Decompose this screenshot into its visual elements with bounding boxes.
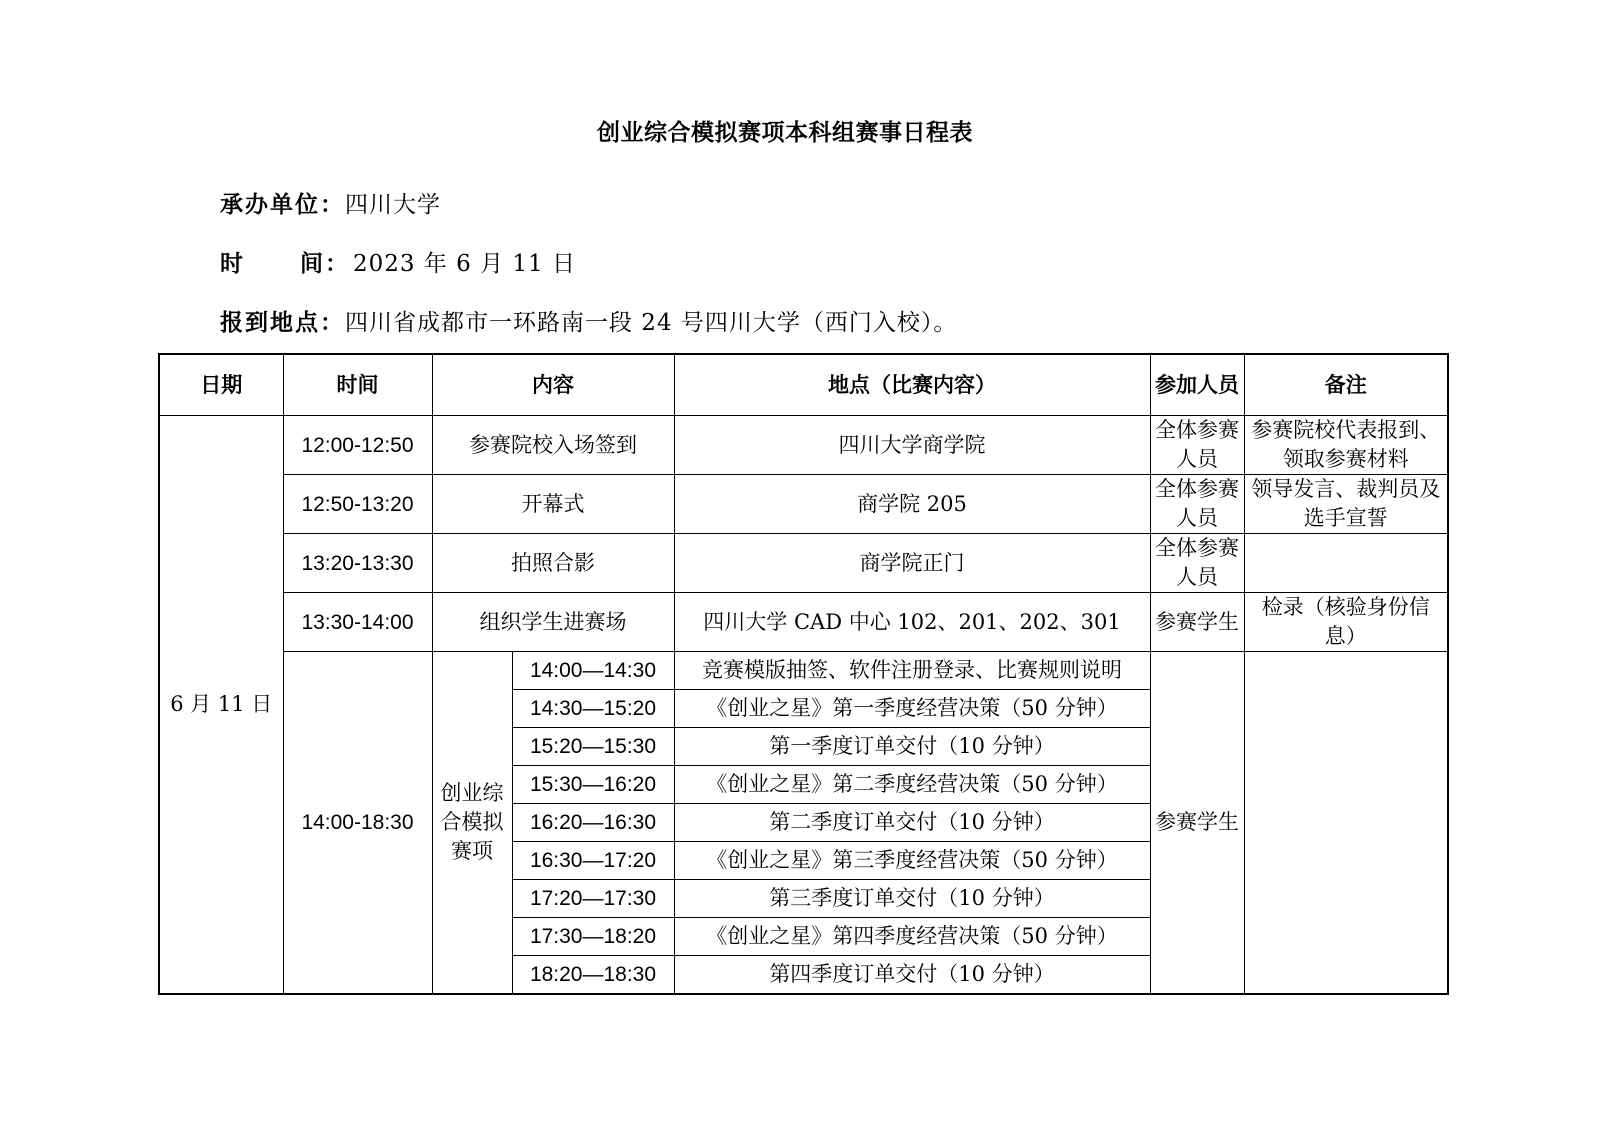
row-remarks (1244, 534, 1448, 593)
table-header-row (159, 354, 1448, 416)
row-content: 组织学生进赛场 (432, 593, 674, 652)
organizer-label: 承办单位： (220, 192, 345, 218)
slot-detail: 《创业之星》第四季度经营决策（50 分钟） (674, 918, 1150, 956)
location-line (220, 304, 957, 337)
slot-detail: 第一季度订单交付（10 分钟） (674, 728, 1150, 766)
row-content: 开幕式 (432, 475, 674, 534)
slot-time: 17:20—17:30 (512, 880, 674, 918)
slot-time: 15:20—15:30 (512, 728, 674, 766)
slot-detail: 第三季度订单交付（10 分钟） (674, 880, 1150, 918)
time-label-part2: 间： (300, 251, 350, 277)
time-label (220, 245, 353, 278)
row-participants: 全体参赛人员 (1150, 534, 1244, 593)
header-participants: 参加人员 (1150, 354, 1244, 416)
table-row (159, 416, 1448, 475)
table-row (159, 534, 1448, 593)
row-time: 12:50-13:20 (283, 475, 432, 534)
row-place: 四川大学商学院 (674, 416, 1150, 475)
row-time: 13:20-13:30 (283, 534, 432, 593)
slot-detail: 《创业之星》第三季度经营决策（50 分钟） (674, 842, 1150, 880)
time-label-part1: 时 (220, 251, 245, 277)
organizer-value: 四川大学 (345, 192, 441, 218)
time-line (220, 245, 576, 278)
slot-time: 14:00—14:30 (512, 652, 674, 690)
header-place: 地点（比赛内容） (674, 354, 1150, 416)
competition-participants: 参赛学生 (1150, 652, 1244, 995)
location-value: 四川省成都市一环路南一段 24 号四川大学（西门入校）。 (345, 310, 958, 336)
row-time: 13:30-14:00 (283, 593, 432, 652)
header-remarks: 备注 (1244, 354, 1448, 416)
row-content: 拍照合影 (432, 534, 674, 593)
location-label: 报到地点： (220, 310, 345, 336)
slot-time: 14:30—15:20 (512, 690, 674, 728)
header-date: 日期 (159, 354, 283, 416)
row-content: 参赛院校入场签到 (432, 416, 674, 475)
row-place: 商学院正门 (674, 534, 1150, 593)
row-participants: 全体参赛人员 (1150, 475, 1244, 534)
table-row (159, 593, 1448, 652)
slot-time: 16:30—17:20 (512, 842, 674, 880)
header-time: 时间 (283, 354, 432, 416)
schedule-table (158, 353, 1449, 995)
row-remarks: 检录（核验身份信息） (1244, 593, 1448, 652)
time-value: 2023 年 6 月 11 日 (353, 251, 576, 277)
competition-time: 14:00-18:30 (283, 652, 432, 995)
table-row (159, 652, 1448, 690)
slot-detail: 第四季度订单交付（10 分钟） (674, 956, 1150, 995)
organizer-line (220, 186, 441, 219)
slot-detail: 《创业之星》第二季度经营决策（50 分钟） (674, 766, 1150, 804)
row-place: 商学院 205 (674, 475, 1150, 534)
row-time: 12:00-12:50 (283, 416, 432, 475)
page-title: 创业综合模拟赛项本科组赛事日程表 (597, 120, 973, 146)
row-participants: 参赛学生 (1150, 593, 1244, 652)
slot-detail: 竞赛模版抽签、软件注册登录、比赛规则说明 (674, 652, 1150, 690)
row-remarks: 参赛院校代表报到、领取参赛材料 (1244, 416, 1448, 475)
row-place: 四川大学 CAD 中心 102、201、202、301 (674, 593, 1150, 652)
competition-remarks (1244, 652, 1448, 995)
competition-content: 创业综合模拟赛项 (432, 652, 512, 995)
slot-time: 17:30—18:20 (512, 918, 674, 956)
row-remarks: 领导发言、裁判员及选手宣誓 (1244, 475, 1448, 534)
date-cell: 6 月 11 日 (159, 416, 283, 995)
header-content: 内容 (432, 354, 674, 416)
row-participants: 全体参赛人员 (1150, 416, 1244, 475)
slot-detail: 《创业之星》第一季度经营决策（50 分钟） (674, 690, 1150, 728)
slot-time: 18:20—18:30 (512, 956, 674, 995)
slot-time: 15:30—16:20 (512, 766, 674, 804)
slot-detail: 第二季度订单交付（10 分钟） (674, 804, 1150, 842)
slot-time: 16:20—16:30 (512, 804, 674, 842)
table-row (159, 475, 1448, 534)
